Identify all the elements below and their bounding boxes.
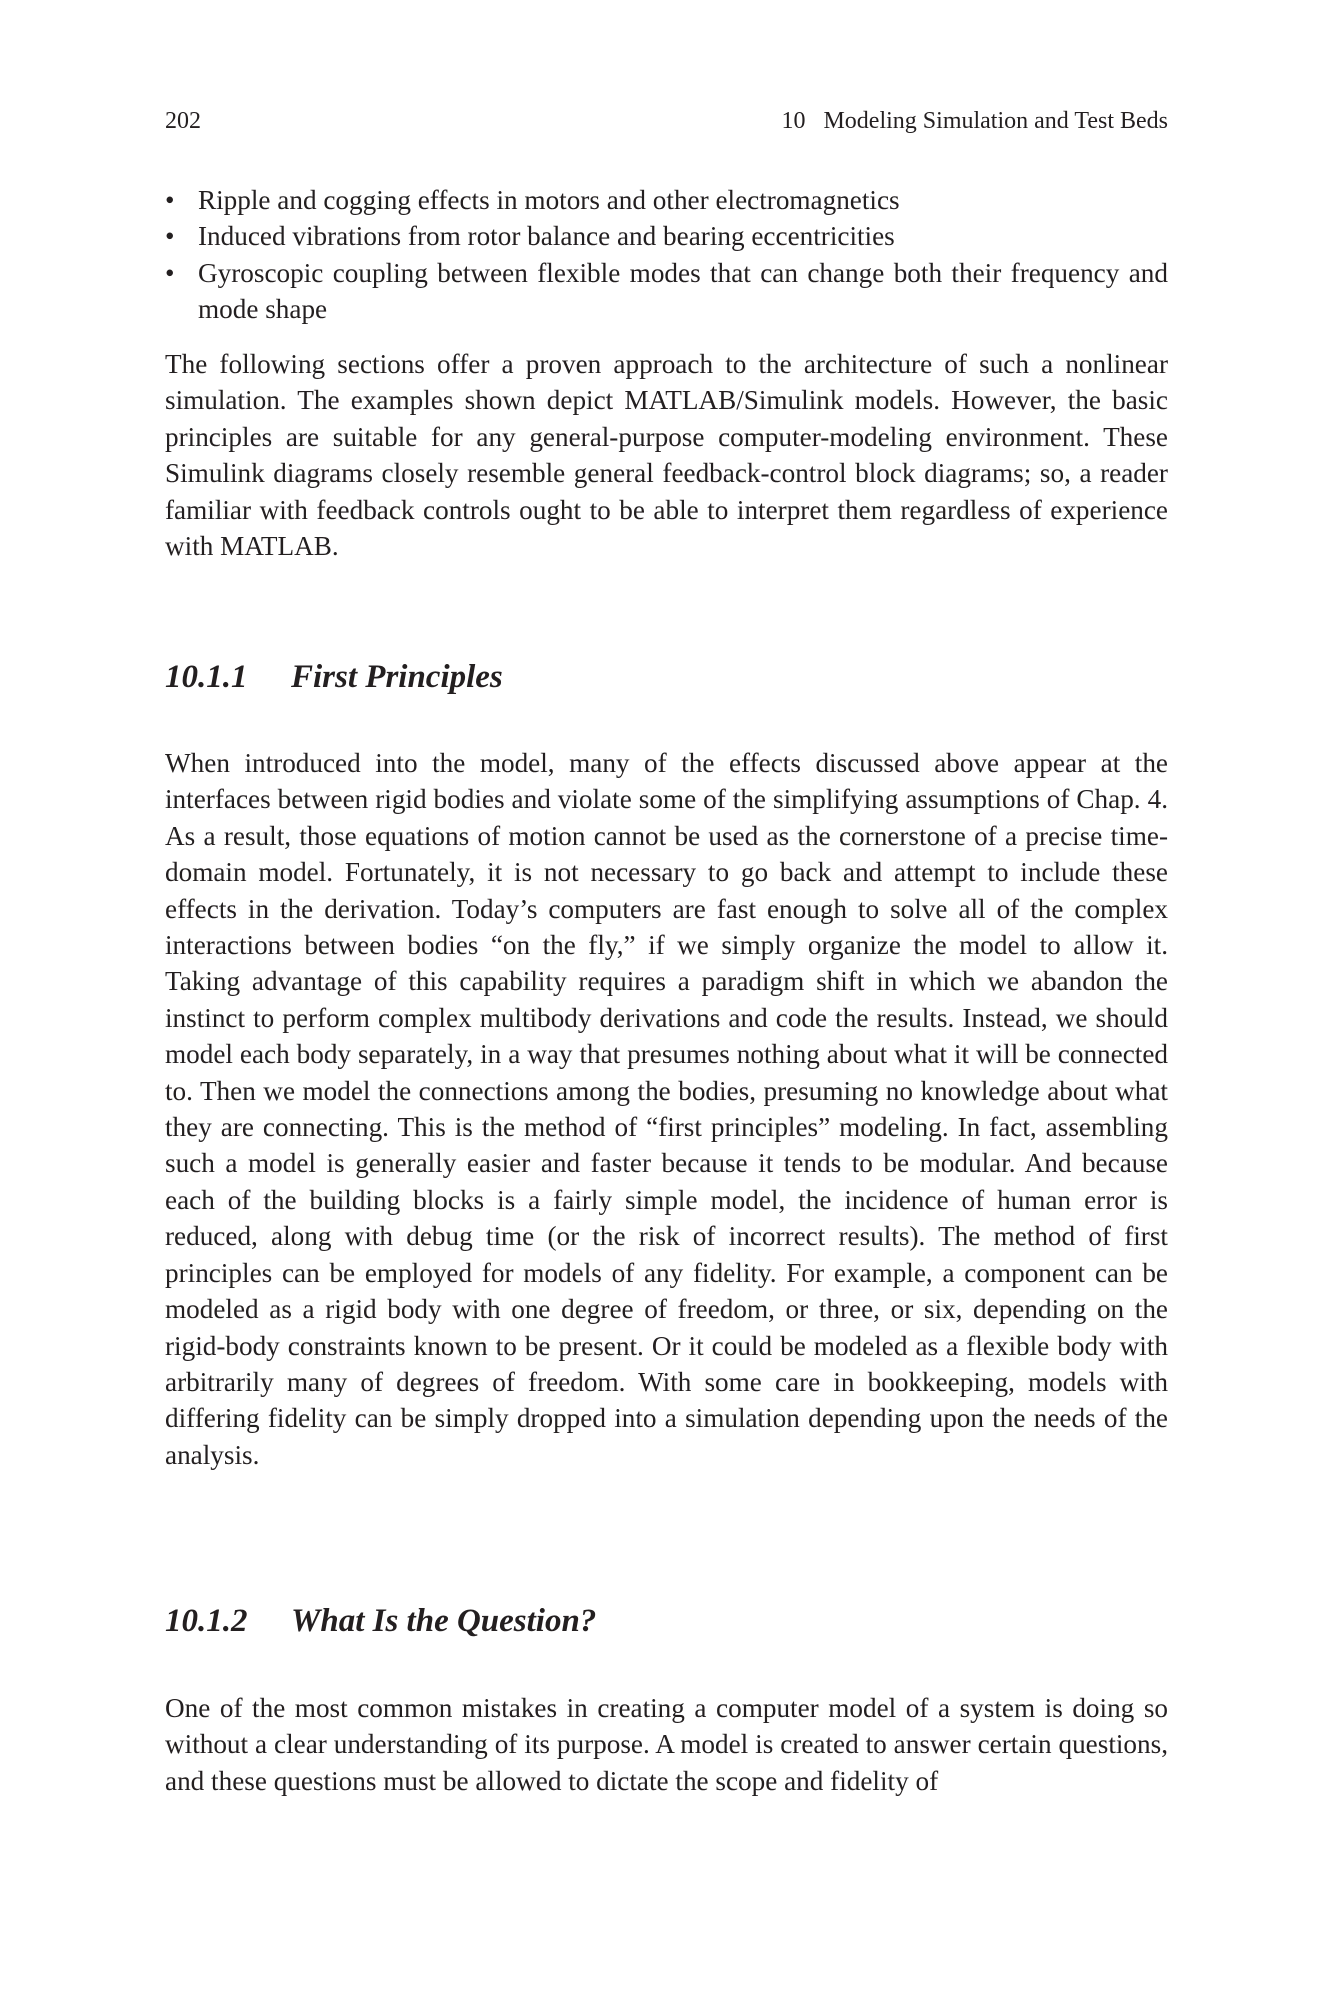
section-heading-question xyxy=(165,1601,1168,1641)
bullet-list xyxy=(165,182,1168,328)
section-title: What Is the Question? xyxy=(291,1603,597,1639)
section-title: First Principles xyxy=(291,659,503,695)
bullet-text: Induced vibrations from rotor balance and bearing eccentricities xyxy=(198,221,895,252)
bullet-icon: • xyxy=(165,257,175,288)
bullet-item xyxy=(165,182,1168,218)
intro-paragraph: The following sections offer a proven approach to the architecture of such a nonlinear simulation. The examples shown depict MATLAB/Simulink models. However, the basic principles are suitable for any general-purpose computer-modeling environment. These Simulink diagrams closely resemble general feedback-control block diagrams; so, a reader familiar with feedback controls ought to be able to interpret them regardless of experience with MATLAB. xyxy=(165,349,1168,562)
bullet-item xyxy=(165,218,1168,254)
section-heading-first-principles xyxy=(165,657,1168,697)
bullet-text: Ripple and cogging effects in motors and other electromagnetics xyxy=(198,185,900,215)
chapter-heading xyxy=(781,106,1168,136)
bullet-text: Gyroscopic coupling between flexible modes that can change both their frequency and mode shape xyxy=(198,257,1168,325)
page-number: 202 xyxy=(165,108,201,134)
section-number: 10.1.2 xyxy=(165,1603,248,1639)
question-paragraph: One of the most common mistakes in creating a computer model of a system is doing so without a clear understanding of its purpose. A model is created to answer certain questions, and these questions must be allowed to dictate the scope and fidelity of xyxy=(165,1693,1168,1796)
bullet-item xyxy=(165,255,1168,328)
chapter-number: 10 xyxy=(781,108,806,134)
chapter-title: Modeling Simulation and Test Beds xyxy=(823,108,1168,134)
bullet-icon: • xyxy=(165,221,175,252)
bullet-icon: • xyxy=(165,185,175,215)
section-number: 10.1.1 xyxy=(165,659,248,695)
first-principles-paragraph: When introduced into the model, many of the effects discussed above appear at the interfaces between rigid bodies and violate some of the simplifying assumptions of Chap. 4. As a result, those equations of motion cannot be used as the cornerstone of a precise time-domain model. Fortunately, it is not necessary to go back and attempt to include these effects in the derivation. Today’s computers are fast enough to solve all of the complex interactions between bodies “on the fly,” if we simply organize the model to allow it. Taking advantage of this capability requires a paradigm shift in which we abandon the instinct to perform complex multibody derivations and code the results. Instead, we should model each body separately, in a way that presumes nothing about what it will be connected to. Then we model the connections among the bodies, presuming no knowledge about what they are connecting. This is the method of “first principles” modeling. In fact, assembling such a model is generally easier and faster because it tends to be modular. And because each of the building blocks is a fairly simple model, the incidence of human error is reduced, along with debug time (or the risk of incorrect results). The method of first principles can be employed for models of any fidelity. For example, a component can be modeled as a rigid body with one degree of freedom, or three, or six, depending on the rigid-body constraints known to be present. Or it could be modeled as a flexible body with arbitrarily many of degrees of freedom. With some care in bookkeeping, models with differing fidelity can be simply dropped into a simulation depending upon the needs of the analysis. xyxy=(165,748,1168,1470)
